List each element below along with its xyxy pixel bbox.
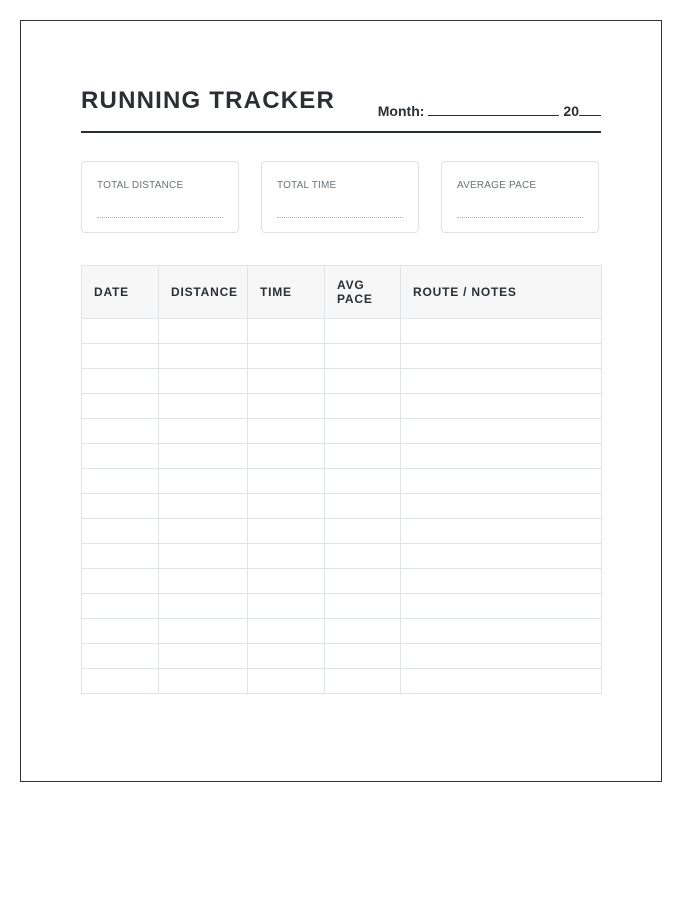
- table-cell: [325, 569, 401, 594]
- table-cell: [82, 319, 159, 344]
- table-cell: [82, 444, 159, 469]
- table-cell: [159, 344, 248, 369]
- table-cell: [325, 419, 401, 444]
- table-cell: [401, 469, 602, 494]
- table-cell: [248, 369, 325, 394]
- table-cell: [248, 569, 325, 594]
- table-cell: [401, 594, 602, 619]
- summary-label: TOTAL DISTANCE: [97, 180, 184, 191]
- table-cell: [325, 344, 401, 369]
- summary-fill-line: [457, 217, 583, 218]
- table-cell: [82, 394, 159, 419]
- table-cell: [248, 344, 325, 369]
- table-cell: [82, 594, 159, 619]
- month-blank-line: [428, 101, 559, 116]
- table-cell: [401, 569, 602, 594]
- page-title: RUNNING TRACKER: [81, 87, 335, 114]
- column-header-time: TIME: [248, 266, 325, 319]
- summary-fill-line: [97, 217, 223, 218]
- column-header-route-notes: ROUTE / NOTES: [401, 266, 602, 319]
- table-row: [82, 394, 602, 419]
- table-row: [82, 519, 602, 544]
- table-cell: [159, 444, 248, 469]
- table-cell: [159, 669, 248, 694]
- tracker-sheet: [20, 20, 662, 782]
- month-label: Month:: [377, 103, 425, 119]
- table-cell: [82, 569, 159, 594]
- table-cell: [159, 469, 248, 494]
- table-cell: [248, 494, 325, 519]
- table-cell: [159, 519, 248, 544]
- table-cell: [248, 419, 325, 444]
- table-cell: [325, 394, 401, 419]
- table-row: [82, 344, 602, 369]
- table-cell: [401, 369, 602, 394]
- table-cell: [159, 369, 248, 394]
- table-cell: [248, 619, 325, 644]
- table-cell: [325, 669, 401, 694]
- table-row: [82, 644, 602, 669]
- table-cell: [325, 519, 401, 544]
- table-cell: [401, 494, 602, 519]
- table-body: [82, 319, 602, 694]
- table-cell: [82, 344, 159, 369]
- table-cell: [248, 444, 325, 469]
- year-prefix: 20: [563, 103, 579, 119]
- table-row: [82, 544, 602, 569]
- summary-fill-line: [277, 217, 403, 218]
- table-cell: [401, 619, 602, 644]
- table-row: [82, 669, 602, 694]
- table-cell: [401, 344, 602, 369]
- table-cell: [159, 569, 248, 594]
- run-log-table: [81, 265, 602, 694]
- table-cell: [82, 619, 159, 644]
- table-cell: [159, 544, 248, 569]
- table-cell: [248, 394, 325, 419]
- table-cell: [401, 644, 602, 669]
- table-cell: [248, 469, 325, 494]
- table-cell: [82, 544, 159, 569]
- table-row: [82, 619, 602, 644]
- table-cell: [159, 494, 248, 519]
- table-cell: [325, 444, 401, 469]
- table-cell: [401, 669, 602, 694]
- table-cell: [248, 669, 325, 694]
- table-cell: [82, 369, 159, 394]
- table-cell: [82, 469, 159, 494]
- table-cell: [159, 394, 248, 419]
- table-header-row: [82, 266, 602, 319]
- column-header-distance: DISTANCE: [159, 266, 248, 319]
- summary-label: AVERAGE PACE: [457, 180, 537, 191]
- table-cell: [82, 644, 159, 669]
- table-cell: [325, 644, 401, 669]
- month-field: [378, 101, 601, 119]
- summary-box-total-distance: [81, 161, 239, 233]
- table-cell: [248, 594, 325, 619]
- table-cell: [159, 644, 248, 669]
- table-cell: [325, 369, 401, 394]
- table-cell: [401, 419, 602, 444]
- table-cell: [325, 494, 401, 519]
- table-row: [82, 369, 602, 394]
- year-blank-line: [579, 101, 601, 116]
- table-cell: [248, 644, 325, 669]
- table-row: [82, 444, 602, 469]
- table-cell: [248, 519, 325, 544]
- summary-label: TOTAL TIME: [277, 180, 337, 191]
- table-row: [82, 494, 602, 519]
- table-cell: [82, 494, 159, 519]
- table-row: [82, 594, 602, 619]
- table-cell: [159, 619, 248, 644]
- column-header-date: DATE: [82, 266, 159, 319]
- table-cell: [248, 319, 325, 344]
- table-cell: [325, 319, 401, 344]
- table-cell: [401, 544, 602, 569]
- header: [81, 85, 601, 133]
- table-row: [82, 569, 602, 594]
- table-row: [82, 469, 602, 494]
- table-cell: [159, 419, 248, 444]
- table-cell: [325, 544, 401, 569]
- summary-box-average-pace: [441, 161, 599, 233]
- table-cell: [159, 319, 248, 344]
- table-cell: [82, 419, 159, 444]
- table-cell: [401, 444, 602, 469]
- table-cell: [325, 469, 401, 494]
- table-cell: [325, 619, 401, 644]
- summary-box-total-time: [261, 161, 419, 233]
- table-cell: [401, 319, 602, 344]
- table-cell: [248, 544, 325, 569]
- table-cell: [82, 669, 159, 694]
- column-header-avg-pace: AVG PACE: [325, 266, 401, 319]
- table-cell: [159, 594, 248, 619]
- table-cell: [401, 519, 602, 544]
- table-row: [82, 319, 602, 344]
- table-cell: [82, 519, 159, 544]
- table-cell: [325, 594, 401, 619]
- table-row: [82, 419, 602, 444]
- table-cell: [401, 394, 602, 419]
